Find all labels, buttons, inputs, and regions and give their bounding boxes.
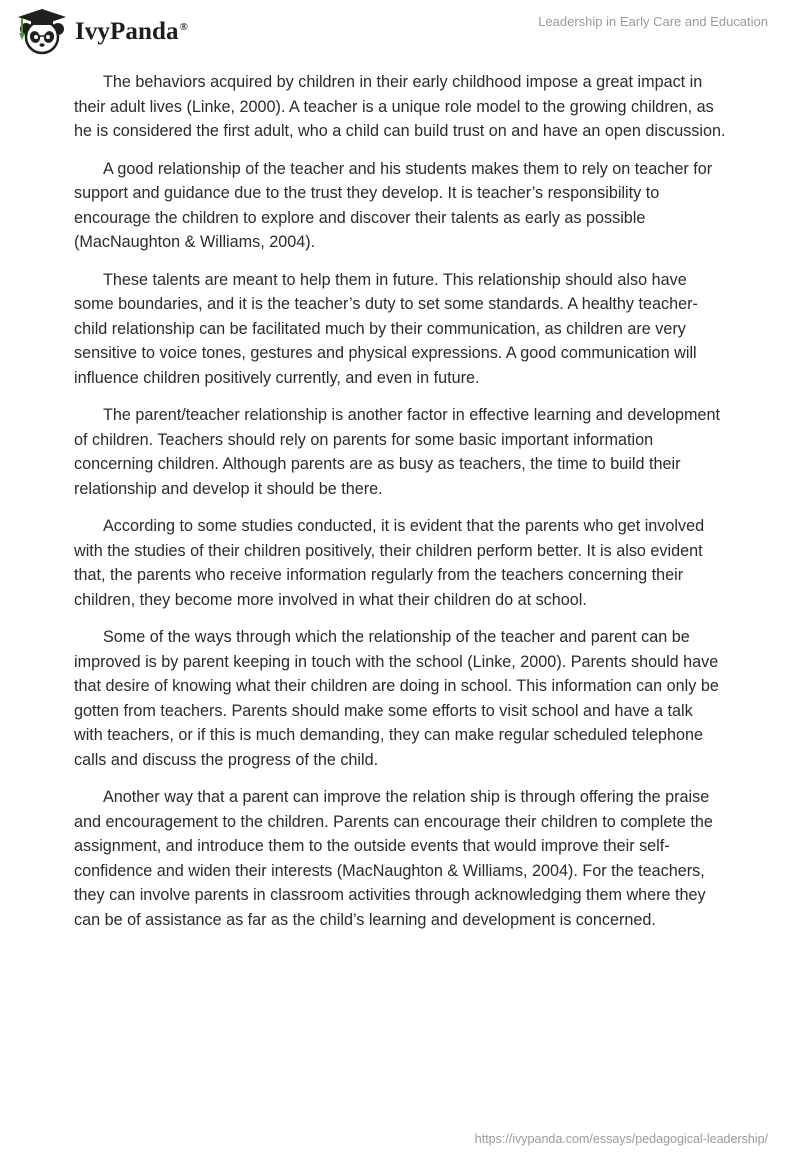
essay-body xyxy=(74,70,726,945)
paragraph: Another way that a parent can improve the relation ship is through offering the praise and encouragement to the children. Parents can encourage their children to complete the assignment, and introduce them to the outside events that would improve their self-confidence and widen their interests (MacNaughton & Williams, 2004). For the teachers, they can involve parents in classroom activities through acknowledging them where they can be of assistance as far as the child’s learning and development is concerned. xyxy=(74,788,713,929)
document-title: Leadership in Early Care and Education xyxy=(538,14,768,29)
ivypanda-logo[interactable] xyxy=(14,7,188,55)
paragraph: Some of the ways through which the relationship of the teacher and parent can be improved is by parent keeping in touch with the school (Linke, 2000). Parents should have that desire of knowing what their children are doing in school. This information can only be gotten from teachers. Parents should make some efforts to visit school and have a talk with teachers, or if this is much demanding, they can make regular scheduled telephone calls and discuss the progress of the child. xyxy=(74,628,719,769)
source-url[interactable]: https://ivypanda.com/essays/pedagogical-leadership/ xyxy=(474,1132,768,1146)
paragraph: A good relationship of the teacher and his students makes them to rely on teacher for support and guidance due to the trust they develop. It is teacher’s responsibility to encourage the children to explore and discover their talents as early as possible (MacNaughton & Williams, 2004). xyxy=(74,159,713,251)
paragraph: These talents are meant to help them in future. This relationship should also have some boundaries, and it is the teacher’s duty to set some standards. A healthy teacher-child relationship can be facilitated much by their communication, as children are very sensitive to voice tones, gestures and physical expressions. A good communication will influence children positively currently, and even in future. xyxy=(74,270,698,387)
paragraph: The behaviors acquired by children in their early childhood impose a great impact in their adult lives (Linke, 2000). A teacher is a unique role model to the growing children, as he is considered the first adult, who a child can build trust on and have an open discussion. xyxy=(74,73,726,140)
registered-mark: ® xyxy=(179,20,188,33)
paragraph: According to some studies conducted, it is evident that the parents who get involved with the studies of their children positively, their children perform better. It is also evident that, the parents who receive information regularly from the teachers concerning their children, they become more involved in what their children do at school. xyxy=(74,517,705,609)
page-header xyxy=(0,0,800,60)
panda-graduation-cap-icon xyxy=(14,7,70,55)
brand-name: IvyPanda® xyxy=(75,18,188,45)
paragraph: The parent/teacher relationship is another factor in effective learning and development of children. Teachers should rely on parents for some basic important information concerning children. Although parents are as busy as teachers, the time to build their relationship and develop it should be there. xyxy=(74,406,721,498)
